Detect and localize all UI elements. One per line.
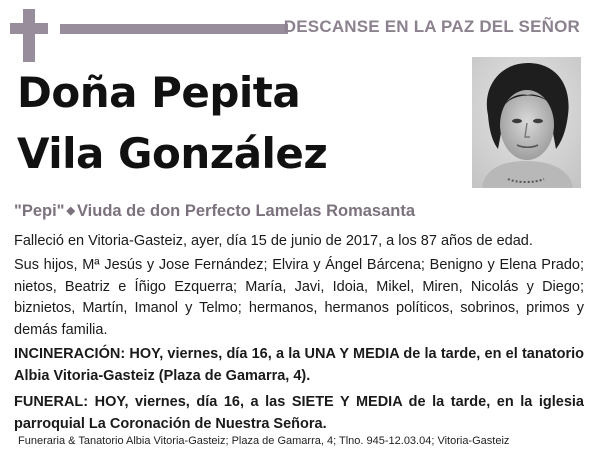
portrait-photo — [472, 57, 581, 188]
widow-of: Viuda de don Perfecto Lamelas Romasanta — [76, 202, 416, 220]
cremation-info: INCINERACIÓN: HOY, viernes, día 16, a la UNA Y MEDIA de la tarde, en el tanatorio Albia Vitoria-Gasteiz (Plaza de Gamarra, 4). — [14, 346, 584, 384]
subtitle — [14, 202, 415, 221]
header-title: DESCANSE EN LA PAZ DEL SEÑOR — [283, 17, 580, 36]
family-list: Sus hijos, Mª Jesús y Jose Fernández; Elvira y Ángel Bárcena; Benigno y Elena Prado; nietos, Beatriz e Íñigo Ezquerra; María, Javi, Idoia, Mikel, Miren, Nicolás y Diego; biznietos, Martín, Imanol y Telmo; hermanos, hermanos políticos, sobrinos, primos y demás familia. — [14, 257, 584, 338]
name-line-1: Doña Pepita — [17, 68, 301, 117]
header-rule — [60, 24, 288, 34]
funeral-home-footer: Funeraria & Tanatorio Albia Vitoria-Gasteiz; Plaza de Gamarra, 4; Tlno. 945-12.03.04; Vitoria-Gasteiz — [18, 435, 510, 447]
death-announcement: Falleció en Vitoria-Gasteiz, ayer, día 15 de junio de 2017, a los 87 años de edad. — [14, 233, 533, 249]
name-line-2: Vila González — [17, 129, 328, 178]
cross-icon — [10, 9, 48, 62]
diamond-separator-icon: ◆ — [66, 205, 75, 217]
nickname: "Pepi" — [14, 202, 65, 220]
funeral-info: FUNERAL: HOY, viernes, día 16, a las SIETE Y MEDIA de la tarde, en la iglesia parroquial La Coronación de Nuestra Señora. — [14, 394, 584, 432]
